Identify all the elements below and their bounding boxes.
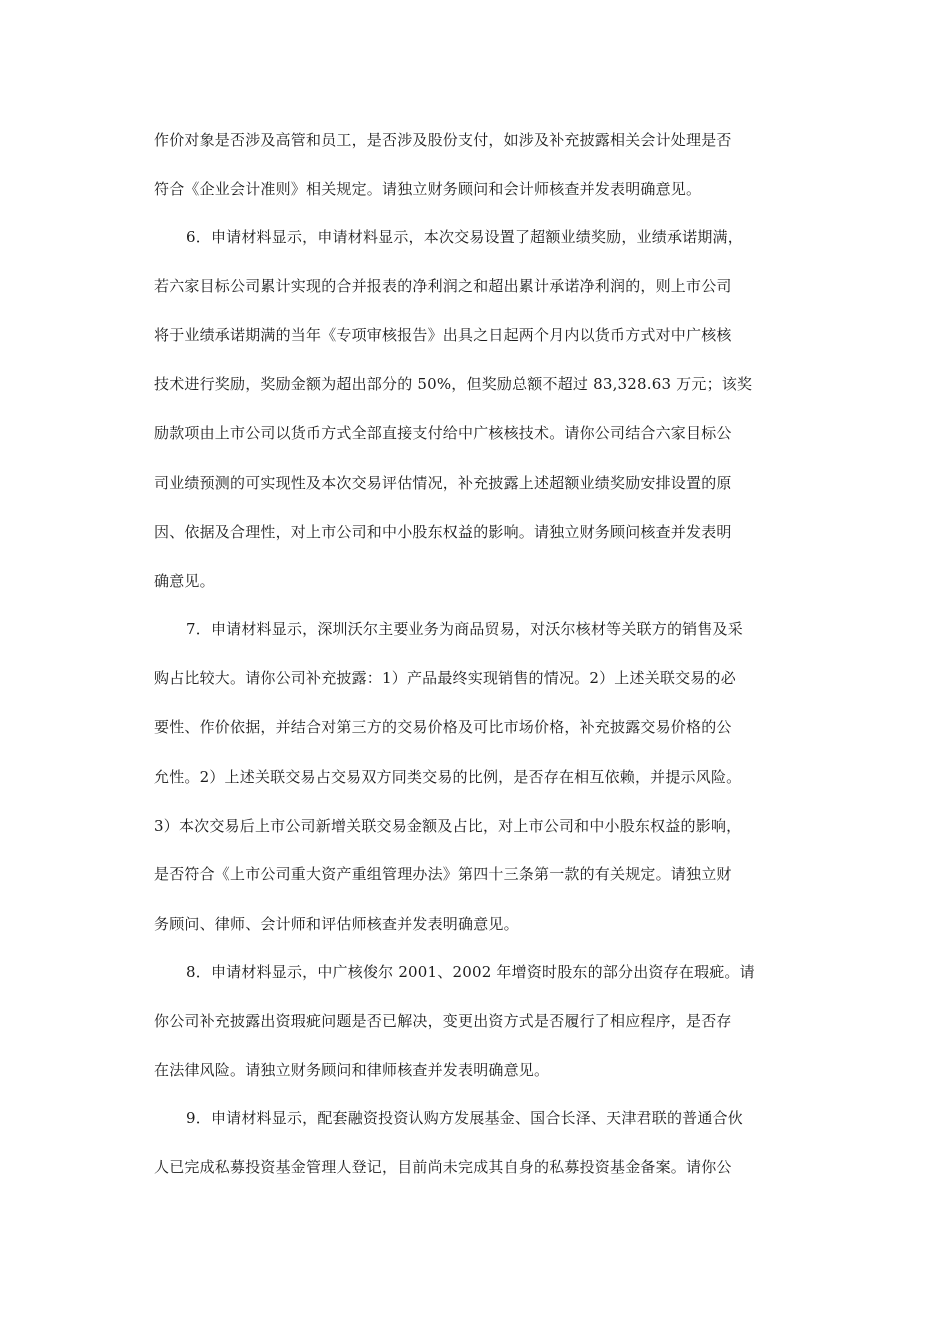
text-line: 技术进行奖励，奖励金额为超出部分的 50%，但奖励总额不超过 83,328.63 万元；该奖	[154, 375, 753, 393]
text-line: 在法律风险。请独立财务顾问和律师核查并发表明确意见。	[154, 1061, 550, 1079]
text-line: 确意见。	[154, 572, 215, 590]
text-line: 因、依据及合理性，对上市公司和中小股东权益的影响。请独立财务顾问核查并发表明	[154, 523, 732, 541]
text-line: 作价对象是否涉及高管和员工，是否涉及股份支付，如涉及补充披露相关会计处理是否	[154, 131, 732, 149]
text-line: 符合《企业会计准则》相关规定。请独立财务顾问和会计师核查并发表明确意见。	[154, 180, 702, 198]
text-line: 要性、作价依据，并结合对第三方的交易价格及可比市场价格，补充披露交易价格的公	[154, 718, 732, 736]
text-line: 你公司补充披露出资瑕疵问题是否已解决，变更出资方式是否履行了相应程序，是否存	[154, 1012, 732, 1030]
text-line: 若六家目标公司累计实现的合并报表的净利润之和超出累计承诺净利润的，则上市公司	[154, 277, 732, 295]
text-line: 允性。2）上述关联交易占交易双方同类交易的比例，是否存在相互依赖，并提示风险。	[154, 768, 742, 786]
text-line: 是否符合《上市公司重大资产重组管理办法》第四十三条第一款的有关规定。请独立财	[154, 865, 732, 883]
paragraph-9-start: 9．申请材料显示，配套融资投资认购方发展基金、国合长泽、天津君联的普通合伙	[186, 1109, 743, 1127]
text-line: 人已完成私募投资基金管理人登记，目前尚未完成其自身的私募投资基金备案。请你公	[154, 1158, 732, 1176]
paragraph-8-start: 8．申请材料显示，中广核俊尔 2001、2002 年增资时股东的部分出资存在瑕疵。请	[186, 963, 755, 981]
paragraph-6-start: 6．申请材料显示，申请材料显示，本次交易设置了超额业绩奖励，业绩承诺期满，	[186, 228, 743, 246]
text-line: 励款项由上市公司以货币方式全部直接支付给中广核核技术。请你公司结合六家目标公	[154, 424, 732, 442]
text-line: 购占比较大。请你公司补充披露：1）产品最终实现销售的情况。2）上述关联交易的必	[154, 669, 736, 687]
text-line: 将于业绩承诺期满的当年《专项审核报告》出具之日起两个月内以货币方式对中广核核	[154, 326, 732, 344]
paragraph-7-start: 7．申请材料显示，深圳沃尔主要业务为商品贸易，对沃尔核材等关联方的销售及采	[186, 620, 743, 638]
text-line: 司业绩预测的可实现性及本次交易评估情况，补充披露上述超额业绩奖励安排设置的原	[154, 474, 732, 492]
text-line: 3）本次交易后上市公司新增关联交易金额及占比，对上市公司和中小股东权益的影响，	[154, 817, 742, 835]
text-line: 务顾问、律师、会计师和评估师核查并发表明确意见。	[154, 915, 519, 933]
